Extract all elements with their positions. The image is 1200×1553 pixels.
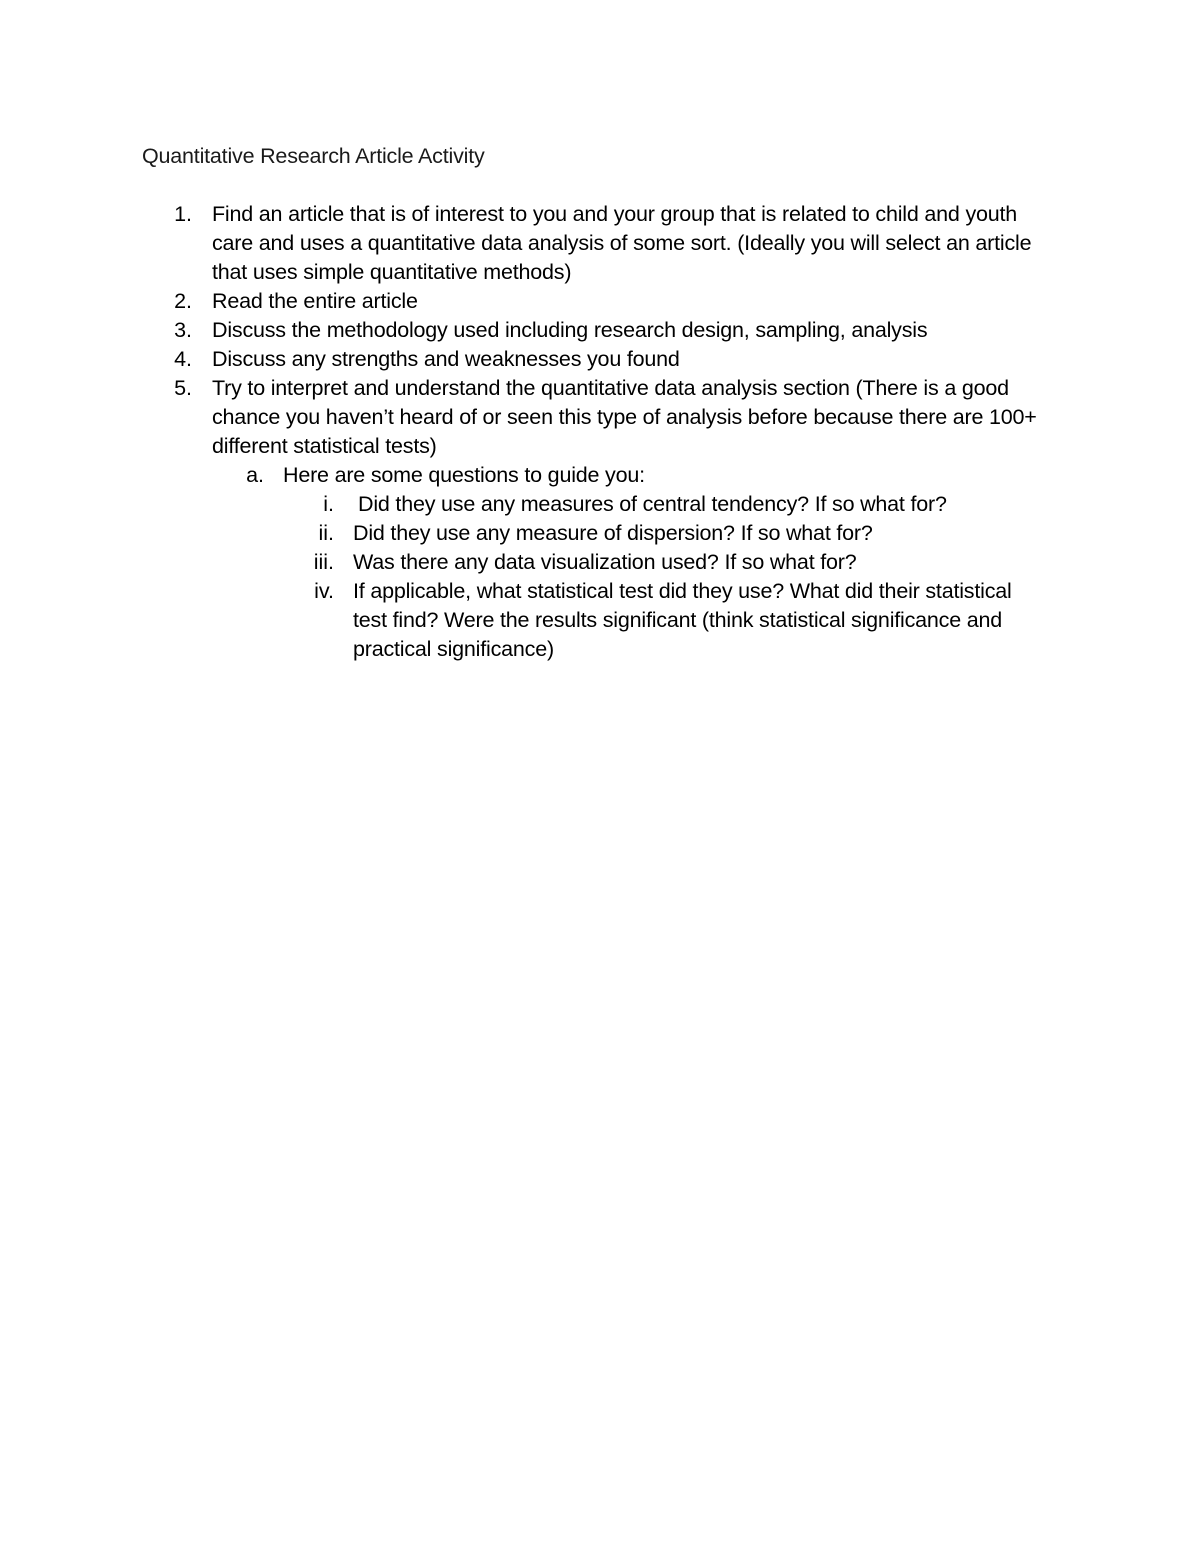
sub-list-marker: a. (246, 463, 264, 487)
list-item-line: Try to interpret and understand the quantitative data analysis section (There is a good (212, 376, 1009, 400)
question-line: Did they use any measure of dispersion? If so what for? (353, 521, 873, 545)
question-marker: i. (323, 492, 334, 516)
question-line: Was there any data visualization used? If so what for? (353, 550, 857, 574)
list-item-line: Read the entire article (212, 289, 418, 313)
list-item-line: that uses simple quantitative methods) (212, 260, 572, 284)
list-marker: 4. (174, 347, 192, 371)
question-marker: iii. (313, 550, 334, 574)
list-item-line: care and uses a quantitative data analysis of some sort. (Ideally you will select an article (212, 231, 1032, 255)
list-marker: 1. (174, 202, 192, 226)
question-line: test find? Were the results significant (think statistical significance and (353, 608, 1003, 632)
list-item-line: Discuss the methodology used including research design, sampling, analysis (212, 318, 928, 342)
question-marker: ii. (318, 521, 334, 545)
list-item-line: Discuss any strengths and weaknesses you found (212, 347, 680, 371)
sub-list-item: Here are some questions to guide you: (283, 463, 645, 487)
list-marker: 2. (174, 289, 192, 313)
list-item-line: chance you haven’t heard of or seen this type of analysis before because there are 100+ (212, 405, 1037, 429)
list-marker: 3. (174, 318, 192, 342)
list-item-line: Find an article that is of interest to you and your group that is related to child and youth (212, 202, 1018, 226)
document-title: Quantitative Research Article Activity (142, 144, 485, 168)
question-line: practical significance) (353, 637, 554, 661)
question-line: If applicable, what statistical test did they use? What did their statistical (353, 579, 1012, 603)
list-marker: 5. (174, 376, 192, 400)
question-line: Did they use any measures of central tendency? If so what for? (358, 492, 947, 516)
question-marker: iv. (314, 579, 334, 603)
list-item-line: different statistical tests) (212, 434, 437, 458)
